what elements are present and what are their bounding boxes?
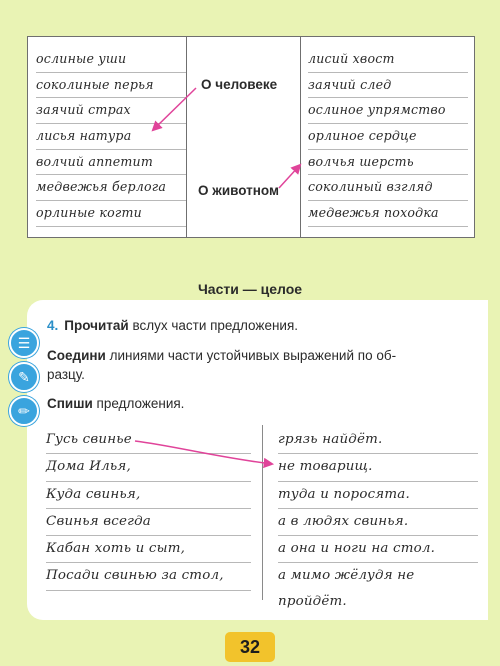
phrase-item: заячий страх (36, 98, 186, 124)
instruction-verb: Спиши (47, 396, 93, 411)
section-heading: Части — целое (197, 281, 303, 297)
sentence-part: а она и ноги на стол. (278, 536, 478, 563)
phrase-item: орлиное сердце (308, 124, 468, 150)
table-divider (186, 37, 187, 237)
sentence-part: Посади свинью за стол, (46, 563, 251, 590)
phrase-item: заячий след (308, 73, 468, 99)
table-divider (300, 37, 301, 237)
sentence-part: не товарищ. (278, 454, 478, 481)
sentence-part: туда и поросята. (278, 482, 478, 509)
page-number: 32 (225, 632, 275, 662)
phrase-item: соколиный взгляд (308, 175, 468, 201)
matching-table-top (27, 36, 475, 238)
instruction-text: линиями части устойчивых выражений по об- (109, 348, 397, 363)
phrase-item: лисья натура (36, 124, 186, 150)
task-number: 4. (47, 318, 59, 333)
phrase-item: волчий аппетит (36, 150, 186, 176)
sentence-part: Куда свинья, (46, 482, 251, 509)
sentence-part: Кабан хоть и сыт, (46, 536, 251, 563)
category-label-animal: О животном (198, 183, 279, 198)
instruction-text: предложения. (96, 396, 185, 411)
phrase-item: медвежья берлога (36, 175, 186, 201)
instruction-text: вслух части предложения. (132, 318, 299, 333)
left-phrase-column (36, 47, 186, 227)
task-instruction-connect-cont: разцу. (47, 367, 85, 382)
phrase-item: ослиные уши (36, 47, 186, 73)
sentence-part: Свинья всегда (46, 509, 251, 536)
sentence-part: грязь найдёт. (278, 427, 478, 454)
sentence-part: а мимо жёлудя не пройдёт. (278, 568, 415, 610)
task-instruction-read (47, 316, 298, 335)
task-instruction-copy (47, 394, 184, 413)
table-divider (262, 425, 263, 600)
sentence-start-column (46, 427, 251, 591)
pencil-icon: ✏ (9, 396, 39, 426)
eraser-icon: ✎ (9, 362, 39, 392)
right-phrase-column (308, 47, 468, 227)
category-label-human: О человеке (201, 77, 278, 92)
sentence-part: а в людях свинья. (278, 509, 478, 536)
phrase-item: волчья шерсть (308, 150, 468, 176)
phrase-item: соколиные перья (36, 73, 186, 99)
instruction-verb: Прочитай (64, 318, 129, 333)
phrase-item: лисий хвост (308, 47, 468, 73)
phrase-item: медвежья походка (308, 201, 468, 227)
task-instruction-connect (47, 346, 477, 365)
sentence-part: Дома Илья, (46, 454, 251, 481)
sentence-end-column (278, 427, 478, 613)
phrase-item: орлиные когти (36, 201, 186, 227)
book-icon: ☰ (9, 328, 39, 358)
instruction-verb: Соедини (47, 348, 106, 363)
phrase-item: ослиное упрямство (308, 98, 468, 124)
sentence-part: Гусь свинье (46, 427, 251, 454)
